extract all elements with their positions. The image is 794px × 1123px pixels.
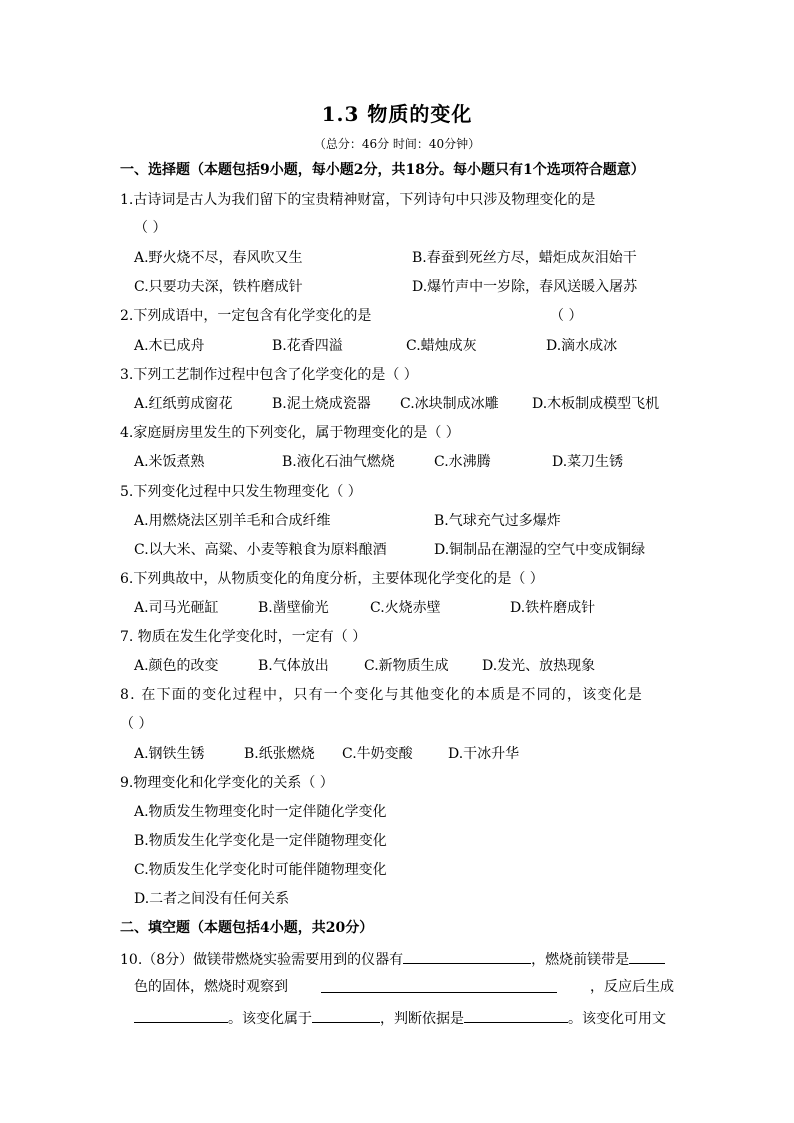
question-10-text-6: ，判断依据是 <box>380 1011 464 1027</box>
question-6-option-a: A.司马光砸缸 <box>134 600 219 616</box>
question-1-option-d: D.爆竹声中一岁除，春风送暖入屠苏 <box>412 279 638 295</box>
question-8-stem <box>120 685 674 705</box>
question-10-text-3: 色的固体，燃烧时观察到 <box>134 979 288 995</box>
question-10-line-3 <box>134 1007 666 1029</box>
question-7-option-d: D.发光、放热现象 <box>482 658 596 674</box>
question-8-option-a: A.钢铁生锈 <box>134 746 205 762</box>
question-10-text-1: 10.（8分）做镁带燃烧实验需要用到的仪器有 <box>120 952 404 968</box>
question-8-option-c: C.牛奶变酸 <box>342 746 413 762</box>
question-2-option-a: A.木已成舟 <box>134 338 205 354</box>
question-10-blank-basis[interactable] <box>464 1007 568 1023</box>
question-1-answer-paren: （ ） <box>134 220 167 236</box>
question-5-option-b: B.气球充气过多爆炸 <box>434 513 561 529</box>
question-6-stem: 6.下列典故中，从物质变化的角度分析，主要体现化学变化的是（ ） <box>120 571 544 587</box>
question-9-stem: 9.物理变化和化学变化的关系（ ） <box>120 775 334 791</box>
question-1-option-a: A.野火烧不尽，春风吹又生 <box>134 250 303 266</box>
question-7-stem: 7. 物质在发生化学变化时，一定有（ ） <box>120 629 367 645</box>
question-4-option-b: B.液化石油气燃烧 <box>282 454 395 470</box>
question-4-option-c: C.水沸腾 <box>434 454 491 470</box>
question-5-option-a: A.用燃烧法区别羊毛和合成纤维 <box>134 513 331 529</box>
question-8-stem-text: 8. 在下面的变化过程中，只有一个变化与其他变化的本质是不同的，该变化是 <box>120 687 644 703</box>
question-8-answer-paren: （ ） <box>120 716 153 732</box>
question-3-option-a: A.红纸剪成窗花 <box>134 396 233 412</box>
question-7-option-a: A.颜色的改变 <box>134 658 219 674</box>
question-7-option-b: B.气体放出 <box>258 658 329 674</box>
question-10-blank-color[interactable] <box>629 948 665 964</box>
question-10-text-2: ，燃烧前镁带是 <box>531 952 630 968</box>
question-6-option-b: B.凿壁偷光 <box>258 600 329 616</box>
question-1-option-b: B.春蚕到死丝方尽，蜡炬成灰泪始干 <box>412 250 637 266</box>
question-10-line-1 <box>120 948 665 970</box>
question-8-option-d: D.干冰升华 <box>448 746 520 762</box>
question-1-option-c: C.只要功夫深，铁杵磨成针 <box>134 279 303 295</box>
page-subtitle: （总分：46分 时间：40分钟） <box>313 137 481 151</box>
section-heading-choice: 一、选择题（本题包括9小题，每小题2分，共18分。每小题只有1个选项符合题意） <box>120 162 645 178</box>
question-5-stem: 5.下列变化过程中只发生物理变化（ ） <box>120 484 362 500</box>
question-10-text-5: 。该变化属于 <box>228 1011 312 1027</box>
question-5-option-c: C.以大米、高粱、小麦等粮食为原料酿酒 <box>134 542 387 558</box>
section-heading-fill-in: 二、填空题（本题包括4小题，共20分） <box>120 920 374 936</box>
question-10-blank-product[interactable] <box>134 1007 228 1023</box>
question-2-option-b: B.花香四溢 <box>272 338 343 354</box>
question-3-stem: 3.下列工艺制作过程中包含了化学变化的是（ ） <box>120 367 418 383</box>
question-10-blank-instruments[interactable] <box>403 948 531 964</box>
question-10-blank-change-type[interactable] <box>312 1007 380 1023</box>
question-9-option-a: A.物质发生物理变化时一定伴随化学变化 <box>134 804 387 820</box>
question-6-option-d: D.铁杵磨成针 <box>510 600 596 616</box>
question-4-option-d: D.菜刀生锈 <box>552 454 624 470</box>
question-3-option-c: C.冰块制成冰雕 <box>400 396 499 412</box>
question-2-stem: 2.下列成语中，一定包含有化学变化的是 <box>120 308 372 324</box>
question-10-blank-observation[interactable] <box>321 977 557 993</box>
question-2-answer-paren: （ ） <box>550 308 583 324</box>
question-9-option-c: C.物质发生化学变化时可能伴随物理变化 <box>134 862 387 878</box>
page-title: 1.3 物质的变化 <box>321 102 473 126</box>
question-10-text-4: ，反应后生成 <box>590 979 674 995</box>
question-5-option-d: D.铜制品在潮湿的空气中变成铜绿 <box>434 542 646 558</box>
question-10-text-7: 。该变化可用文 <box>568 1011 666 1027</box>
question-3-option-d: D.木板制成模型飞机 <box>532 396 660 412</box>
question-3-option-b: B.泥土烧成瓷器 <box>272 396 371 412</box>
question-2-option-c: C.蜡烛成灰 <box>406 338 477 354</box>
question-4-stem: 4.家庭厨房里发生的下列变化，属于物理变化的是（ ） <box>120 425 460 441</box>
question-4-option-a: A.米饭煮熟 <box>134 454 205 470</box>
question-8-option-b: B.纸张燃烧 <box>244 746 315 762</box>
question-2-option-d: D.滴水成冰 <box>546 338 618 354</box>
question-6-option-c: C.火烧赤壁 <box>370 600 441 616</box>
question-9-option-d: D.二者之间没有任何关系 <box>134 891 290 907</box>
question-9-option-b: B.物质发生化学变化是一定伴随物理变化 <box>134 833 387 849</box>
question-1-stem: 1.古诗词是古人为我们留下的宝贵精神财富，下列诗句中只涉及物理变化的是 <box>120 192 596 208</box>
question-10-line-2 <box>134 977 674 997</box>
question-7-option-c: C.新物质生成 <box>364 658 449 674</box>
